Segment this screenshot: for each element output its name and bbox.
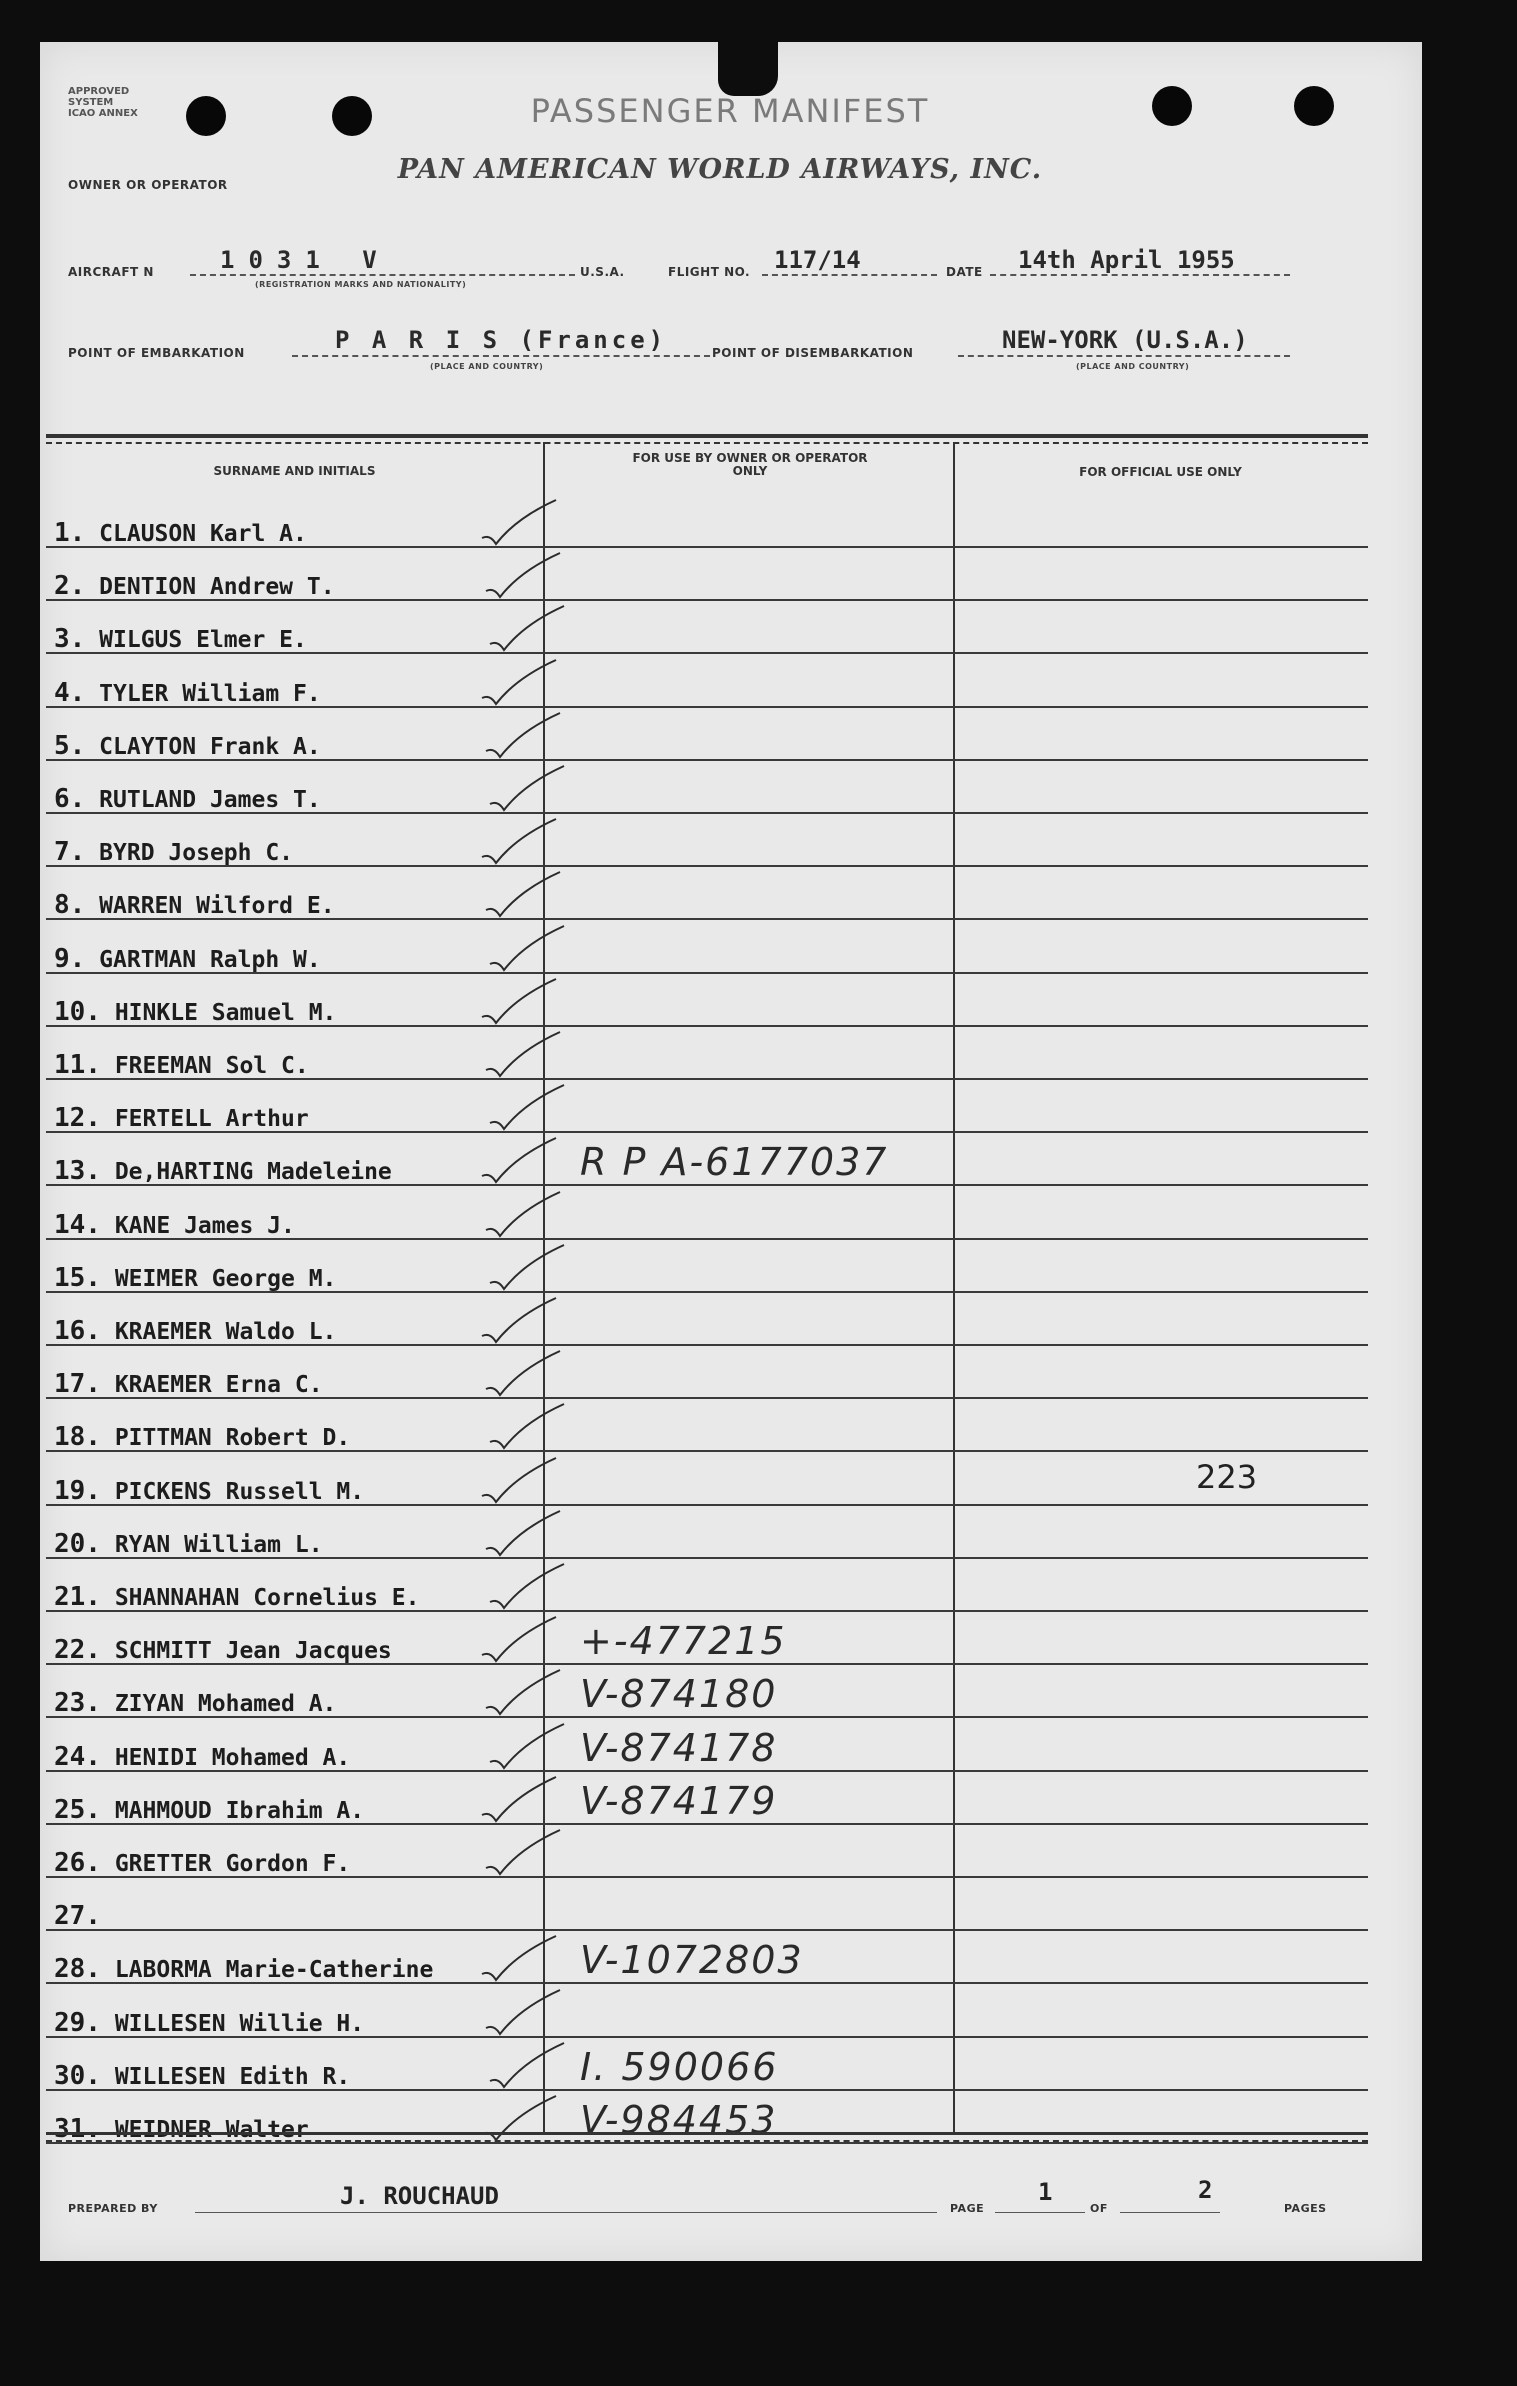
passenger-name: PITTMAN Robert D. xyxy=(114,1425,351,1452)
passenger-row xyxy=(54,837,293,867)
checkmark-icon xyxy=(480,1026,570,1086)
passenger-name: De,HARTING Madeleine xyxy=(114,1159,392,1186)
passenger-number: 9. xyxy=(54,943,86,974)
passenger-number: 21. xyxy=(54,1582,101,1612)
passenger-row xyxy=(54,1848,350,1878)
disembark-label: POINT OF DISEMBARKATION xyxy=(712,346,914,360)
aircraft-label: AIRCRAFT N xyxy=(68,265,154,279)
passenger-name: SCHMITT Jean Jacques xyxy=(114,1638,392,1665)
checkmark-icon xyxy=(484,1079,574,1139)
passenger-name: RYAN William L. xyxy=(114,1531,323,1558)
prepared-label: PREPARED BY xyxy=(68,2202,158,2215)
passenger-name: BYRD Joseph C. xyxy=(99,840,294,867)
passenger-name: ZIYAN Mohamed A. xyxy=(114,1691,337,1718)
operator-note: V-874179 xyxy=(580,1778,778,1823)
operator-note: I. 590066 xyxy=(580,2044,779,2089)
column-divider xyxy=(953,442,955,2132)
passenger-row xyxy=(54,1316,336,1346)
passenger-name: WEIMER George M. xyxy=(114,1265,337,1292)
checkmark-icon xyxy=(484,2037,574,2097)
passenger-name: FERTELL Arthur xyxy=(114,1106,309,1133)
flight-label: FLIGHT NO. xyxy=(668,265,751,279)
col-header-operator: FOR USE BY OWNER OR OPERATOR ONLY xyxy=(632,451,868,478)
of-label: OF xyxy=(1090,2202,1108,2215)
checkmark-icon xyxy=(480,547,570,607)
col-header-official: FOR OFFICIAL USE ONLY xyxy=(1079,465,1242,479)
passenger-row xyxy=(54,1156,392,1186)
checkmark-icon xyxy=(480,1345,570,1405)
checkmark-icon xyxy=(476,1132,566,1192)
checkmark-icon xyxy=(484,920,574,980)
passenger-row xyxy=(54,731,321,761)
passenger-row xyxy=(54,944,321,974)
passenger-number: 6. xyxy=(54,784,86,814)
pages-label: PAGES xyxy=(1284,2202,1327,2215)
passenger-number: 3. xyxy=(54,624,86,655)
passenger-name: FREEMAN Sol C. xyxy=(114,1053,309,1079)
passenger-number: 11. xyxy=(54,1050,101,1080)
punch-hole xyxy=(1152,86,1192,126)
passenger-number: 13. xyxy=(54,1156,101,1187)
passenger-name: WILLESEN Edith R. xyxy=(114,2063,351,2090)
usa-label: U.S.A. xyxy=(580,265,625,279)
passenger-name: CLAYTON Frank A. xyxy=(99,733,321,760)
checkmark-icon xyxy=(476,1771,566,1831)
passenger-name: TYLER William F. xyxy=(99,680,321,707)
passenger-name: HINKLE Samuel M. xyxy=(114,999,337,1026)
operator-note: V-874180 xyxy=(580,1672,778,1717)
passenger-name: GRETTER Gordon F. xyxy=(114,1851,351,1877)
checkmark-icon xyxy=(484,1718,574,1778)
passenger-name: WEIDNER Walter xyxy=(114,2117,309,2143)
page-value: 1 xyxy=(1038,2178,1053,2206)
checkmark-icon xyxy=(480,1505,570,1565)
passenger-row xyxy=(54,1050,309,1080)
passenger-row xyxy=(54,2008,364,2038)
operator-note: V-874178 xyxy=(580,1725,778,1770)
passenger-row xyxy=(54,1529,323,1559)
embark-label: POINT OF EMBARKATION xyxy=(68,346,245,360)
passenger-number: 10. xyxy=(54,996,101,1027)
passenger-number: 22. xyxy=(54,1635,101,1666)
checkmark-icon xyxy=(476,1930,566,1990)
aircraft-sub: (REGISTRATION MARKS AND NATIONALITY) xyxy=(255,280,467,289)
passenger-number: 5. xyxy=(54,730,86,761)
passenger-row xyxy=(54,1263,336,1293)
approval-stamp: APPROVED SYSTEM ICAO ANNEX xyxy=(68,86,138,119)
passenger-name: HENIDI Mohamed A. xyxy=(114,1744,351,1771)
checkmark-icon xyxy=(484,600,574,660)
checkmark-icon xyxy=(476,813,566,873)
passenger-row xyxy=(54,1901,101,1931)
operator-note: V-984453 xyxy=(580,2098,778,2142)
checkmark-icon xyxy=(484,1398,574,1458)
checkmark-icon xyxy=(484,1558,574,1618)
passenger-name: RUTLAND James T. xyxy=(99,787,321,813)
passenger-name: WILLESEN Willie H. xyxy=(114,2010,365,2037)
checkmark-icon xyxy=(484,1239,574,1299)
passenger-name: KRAEMER Erna C. xyxy=(114,1372,323,1399)
passenger-number: 4. xyxy=(54,677,86,708)
passenger-row xyxy=(54,1369,323,1399)
passenger-number: 18. xyxy=(54,1422,101,1453)
passenger-row xyxy=(54,1635,392,1665)
checkmark-icon xyxy=(480,866,570,926)
row-rule xyxy=(46,1929,1368,1931)
passenger-number: 2. xyxy=(54,571,86,602)
passenger-row xyxy=(54,1954,433,1984)
of-value: 2 xyxy=(1198,2176,1213,2204)
checkmark-icon xyxy=(476,1611,566,1671)
checkmark-icon xyxy=(480,1984,570,2044)
date-label: DATE xyxy=(946,265,983,279)
passenger-name: CLAUSON Karl A. xyxy=(99,521,307,547)
checkmark-icon xyxy=(480,1824,570,1884)
passenger-row xyxy=(54,571,335,601)
passenger-row xyxy=(54,1210,295,1240)
operator-note: V-1072803 xyxy=(580,1938,804,1983)
embark-value: P A R I S (France) xyxy=(335,326,668,354)
disembark-value: NEW-YORK (U.S.A.) xyxy=(1002,326,1248,354)
passenger-number: 8. xyxy=(54,890,86,921)
aircraft-value: 1031 V xyxy=(220,246,391,274)
checkmark-icon xyxy=(476,1292,566,1352)
passenger-row xyxy=(54,1103,309,1133)
passenger-number: 19. xyxy=(54,1475,101,1506)
checkmark-icon xyxy=(480,1664,570,1724)
passenger-row xyxy=(54,2061,350,2091)
checkmark-icon xyxy=(480,707,570,767)
passenger-number: 12. xyxy=(54,1103,101,1134)
page-title: PASSENGER MANIFEST xyxy=(530,92,930,130)
passenger-number: 24. xyxy=(54,1741,101,1772)
checkmark-icon xyxy=(480,1186,570,1246)
passenger-name: WARREN Wilford E. xyxy=(99,893,335,920)
passenger-name: LABORMA Marie-Catherine xyxy=(114,1957,434,1984)
passenger-number: 25. xyxy=(54,1794,101,1825)
passenger-number: 20. xyxy=(54,1528,101,1559)
checkmark-icon xyxy=(476,494,566,554)
flight-value: 117/14 xyxy=(774,246,861,274)
operator-note: +-477215 xyxy=(580,1619,787,1664)
passenger-number: 29. xyxy=(54,2007,101,2038)
passenger-number: 28. xyxy=(54,1954,101,1985)
punch-hole xyxy=(1294,86,1334,126)
passenger-name: SHANNAHAN Cornelius E. xyxy=(114,1585,420,1611)
checkmark-icon xyxy=(476,1452,566,1512)
punch-hole xyxy=(332,96,372,136)
passenger-row xyxy=(54,624,307,654)
checkmark-icon xyxy=(476,973,566,1033)
passenger-number: 27. xyxy=(54,1901,101,1932)
col-header-surname: SURNAME AND INITIALS xyxy=(213,464,376,478)
passenger-number: 26. xyxy=(54,1848,101,1878)
date-value: 14th April 1955 xyxy=(1018,246,1235,274)
embark-sub: (PLACE AND COUNTRY) xyxy=(430,362,544,371)
passenger-row xyxy=(54,678,321,708)
passenger-row xyxy=(54,1688,336,1718)
passenger-number: 14. xyxy=(54,1209,101,1240)
owner-label: OWNER OR OPERATOR xyxy=(68,178,228,192)
passenger-number: 30. xyxy=(54,2060,101,2091)
page-label: PAGE xyxy=(950,2202,985,2215)
passenger-name: MAHMOUD Ibrahim A. xyxy=(114,1797,365,1824)
passenger-number: 23. xyxy=(54,1688,101,1719)
passenger-row xyxy=(54,784,321,814)
checkmark-icon xyxy=(484,760,574,820)
passenger-row xyxy=(54,1476,364,1506)
passenger-number: 15. xyxy=(54,1262,101,1293)
passenger-row xyxy=(54,1742,350,1772)
official-note: 223 xyxy=(1196,1457,1258,1496)
passenger-row xyxy=(54,890,335,920)
passenger-name: KRAEMER Waldo L. xyxy=(114,1319,337,1345)
passenger-number: 1. xyxy=(54,518,86,548)
airline-name: PAN AMERICAN WORLD AIRWAYS, INC. xyxy=(397,154,1043,185)
passenger-name: KANE James J. xyxy=(114,1212,295,1239)
passenger-number: 7. xyxy=(54,837,86,868)
operator-note: R P A-6177037 xyxy=(580,1140,889,1185)
passenger-row xyxy=(54,997,336,1027)
passenger-row xyxy=(54,1422,350,1452)
passenger-name: WILGUS Elmer E. xyxy=(99,627,307,654)
passenger-number: 17. xyxy=(54,1369,101,1400)
passenger-row xyxy=(54,1795,364,1825)
passenger-name: GARTMAN Ralph W. xyxy=(99,946,321,973)
passenger-number: 31. xyxy=(54,2114,101,2144)
passenger-row xyxy=(54,1582,419,1612)
disembark-sub: (PLACE AND COUNTRY) xyxy=(1076,362,1190,371)
passenger-row xyxy=(54,518,307,548)
paper-notch xyxy=(718,42,778,96)
prepared-value: J. ROUCHAUD xyxy=(340,2182,499,2210)
passenger-name: PICKENS Russell M. xyxy=(114,1478,365,1505)
checkmark-icon xyxy=(476,654,566,714)
passenger-name: DENTION Andrew T. xyxy=(99,574,335,601)
passenger-number: 16. xyxy=(54,1316,101,1346)
manifest-page xyxy=(40,42,1422,2261)
